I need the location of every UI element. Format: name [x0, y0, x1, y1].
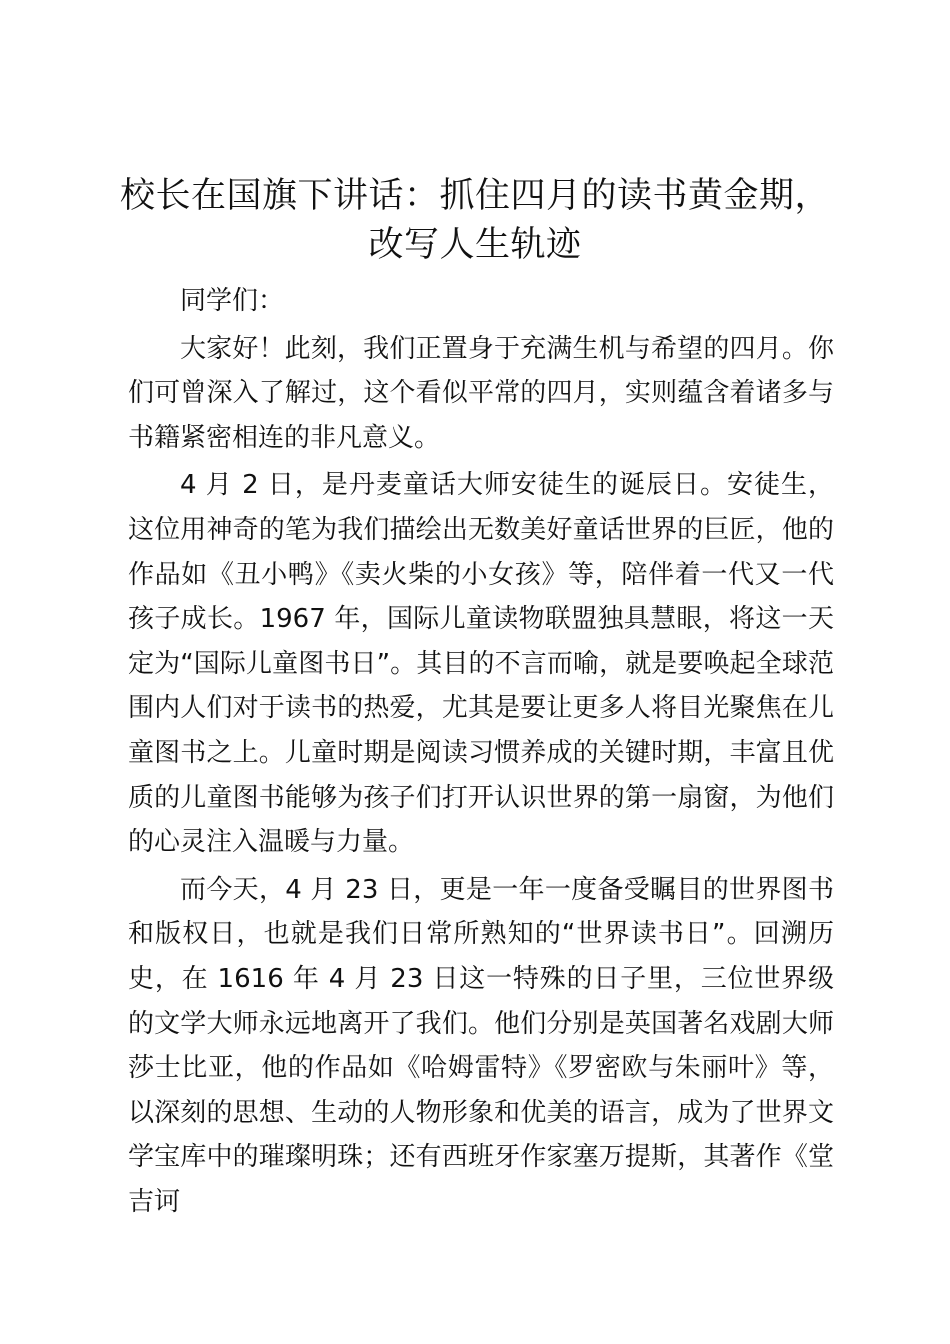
paragraph-world-book-day: 而今天，4 月 23 日，更是一年一度备受瞩目的世界图书和版权日，也就是我们日常所熟知的“世界读书日”。回溯历史，在 1616 年 4 月 23 日这一特殊的日子里，三位世界级的文学大师永远地离开了我们。他们分别是英国著名戏剧大师莎士比亚，他的作品如《哈姆雷特》《罗密欧与朱丽叶》等，以深刻的思想、生动的人物形象和优美的语言，成为了世界文学宝库中的璀璨明珠；还有西班牙作家塞万提斯，其著作《堂吉诃 — [128, 874, 834, 1217]
title-line-1: 校长在国旗下讲话：抓住四月的读书黄金期， — [119, 176, 830, 216]
salutation: 同学们： — [180, 286, 285, 316]
document-body — [128, 279, 834, 1227]
title-line-2: 改写人生轨迹 — [368, 225, 582, 265]
paragraph-andersen: 4 月 2 日，是丹麦童话大师安徒生的诞辰日。安徒生，这位用神奇的笔为我们描绘出无数美好童话世界的巨匠，他的作品如《丑小鸭》《卖火柴的小女孩》等，陪伴着一代又一代孩子成长。1967 年，国际儿童读物联盟独具慧眼，将这一天定为“国际儿童图书日”。其目的不言而喻，就是要唤起全球范围内人们对于读书的热爱，尤其是要让更多人将目光聚焦在儿童图书之上。儿童时期是阅读习惯养成的关键时期，丰富且优质的儿童图书能够为孩子们打开认识世界的第一扇窗，为他们的心灵注入温暖与力量。 — [128, 470, 834, 858]
paragraph-greeting: 大家好！此刻，我们正置身于充满生机与希望的四月。你们可曾深入了解过，这个看似平常的四月，实则蕴含着诸多与书籍紧密相连的非凡意义。 — [128, 333, 834, 453]
document-title — [118, 172, 832, 270]
